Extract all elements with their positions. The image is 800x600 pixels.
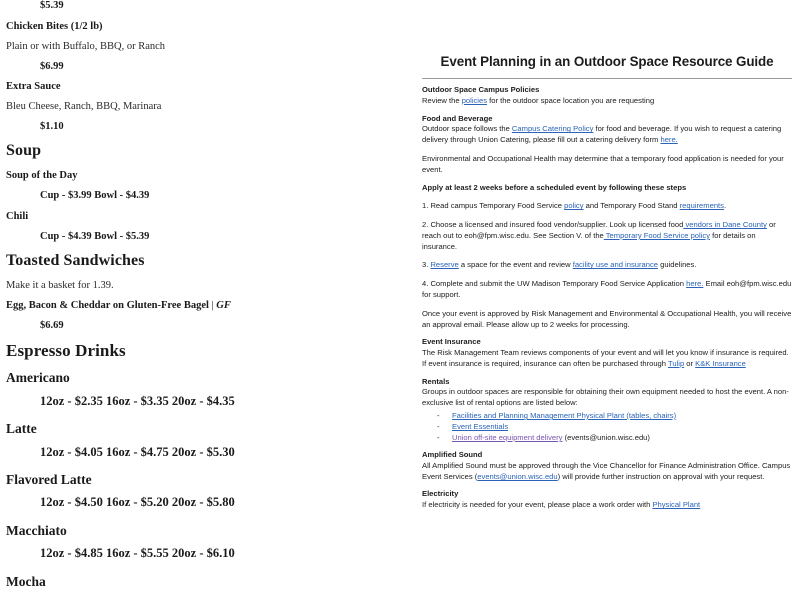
title-divider bbox=[422, 78, 792, 79]
menu-item-name: Extra Sauce bbox=[6, 81, 61, 93]
insurance-text-b: or bbox=[684, 358, 696, 368]
step4-text-b: Email eoh@fpm.wisc.edu for support. bbox=[422, 279, 792, 300]
step3-text-a: 3. bbox=[422, 260, 431, 270]
menu-drink-name: Mocha bbox=[6, 573, 46, 589]
food-p1-text-b: for food and beverage. If you wish to request a catering delivery through Union Catering, please fill out a catering delivery form bbox=[422, 124, 782, 145]
link-physical-plant[interactable]: Physical Plant bbox=[652, 500, 701, 510]
link-events-union-email[interactable]: events@union.wisc.edu bbox=[477, 471, 558, 481]
menu-drink-name: Macchiato bbox=[6, 522, 67, 538]
electricity-paragraph bbox=[422, 500, 792, 511]
link-application-here[interactable]: here. bbox=[686, 279, 704, 289]
menu-drink-name: Americano bbox=[6, 370, 70, 386]
food-paragraph-2: Environmental and Occupational Health may determine that a temporary food application is needed for your event. bbox=[422, 153, 784, 174]
link-facility-use-and-insurance[interactable]: facility use and insurance bbox=[572, 260, 658, 270]
policies-paragraph bbox=[422, 96, 792, 107]
rental-contact-email: (events@union.wisc.edu) bbox=[562, 433, 650, 443]
section-heading-rentals: Rentals bbox=[422, 376, 450, 386]
menu-item-separator: | bbox=[208, 299, 217, 311]
menu-price: $6.69 bbox=[40, 320, 64, 332]
sound-paragraph bbox=[422, 461, 792, 483]
menu-item-description: Bleu Cheese, Ranch, BBQ, Marinara bbox=[6, 101, 162, 113]
menu-drink-prices: 12oz - $4.05 16oz - $4.75 20oz - $5.30 bbox=[40, 444, 235, 459]
menu-section-heading: Espresso Drinks bbox=[6, 340, 126, 360]
food-paragraph-1 bbox=[422, 124, 792, 146]
menu-drink-prices: 12oz - $2.35 16oz - $3.35 20oz - $4.35 bbox=[40, 393, 235, 408]
step1-text-a: 1. Read campus Temporary Food Service bbox=[422, 201, 565, 211]
apply-step-4 bbox=[422, 279, 792, 301]
link-policies[interactable]: policies bbox=[461, 95, 488, 105]
link-rental-option-1[interactable]: Facilities and Planning Management Physical Plant (tables, chairs) bbox=[452, 411, 677, 421]
step1-text-b: and Temporary Food Stand bbox=[583, 201, 680, 211]
policies-text-after: for the outdoor space location you are requesting bbox=[487, 95, 655, 105]
link-tulip[interactable]: Tulip bbox=[667, 358, 685, 368]
insurance-paragraph bbox=[422, 348, 792, 370]
link-reserve[interactable]: Reserve bbox=[430, 260, 459, 270]
menu-drink-name: Flavored Latte bbox=[6, 471, 92, 487]
step2-text-c: for details on insurance. bbox=[422, 230, 756, 251]
link-catering-delivery-form-here[interactable]: here. bbox=[660, 135, 678, 145]
bullet-dash-icon: - bbox=[437, 411, 440, 421]
section-heading-amplified-sound: Amplified Sound bbox=[422, 450, 483, 460]
policies-text-before: Review the bbox=[422, 95, 462, 105]
link-temporary-food-service-policy-section-v[interactable]: Temporary Food Service policy bbox=[603, 230, 710, 240]
link-rental-option-3[interactable]: Union off-site equipment delivery bbox=[452, 433, 563, 443]
apply-step-2 bbox=[422, 220, 792, 252]
menu-section-heading: Toasted Sandwiches bbox=[6, 251, 145, 269]
menu-block-list bbox=[6, 0, 394, 589]
menu-price: Cup - $4.39 Bowl - $5.39 bbox=[40, 230, 150, 242]
step2-text-b: or reach out to eoh@fpm.wisc.edu. See Section V. of the bbox=[422, 220, 776, 240]
insurance-text-a: The Risk Management Team reviews components of your event and will let you know if insurance is required. If event insurance is required, insurance can often be purchased through bbox=[422, 348, 789, 368]
apply-step-1 bbox=[422, 201, 792, 212]
menu-item-title: Egg, Bacon & Cheddar on Gluten-Free Bagel bbox=[6, 299, 209, 311]
sound-text-a: All Amplified Sound must be approved through the Vice Chancellor for Finance Administration Office. Campus Event Services ( bbox=[422, 460, 791, 481]
menu-item-name: Soup of the Day bbox=[6, 170, 78, 182]
step4-text-a: 4. Complete and submit the UW Madison Temporary Food Service Application bbox=[422, 279, 687, 289]
menu-section-heading: Soup bbox=[6, 141, 42, 159]
menu-drink-prices: 12oz - $4.85 16oz - $5.55 20oz - $6.10 bbox=[40, 546, 235, 561]
step3-text-b: a space for the event and review bbox=[458, 260, 573, 270]
menu-item-name: Chicken Bites (1/2 lb) bbox=[6, 20, 103, 32]
link-kk-insurance[interactable]: K&K Insurance bbox=[695, 358, 746, 368]
rental-list-item bbox=[422, 432, 792, 443]
link-vendors-in-dane-county[interactable]: vendors in Dane County bbox=[683, 220, 767, 230]
section-heading-electricity: Electricity bbox=[422, 489, 459, 499]
bullet-dash-icon: - bbox=[437, 433, 440, 443]
apply-step-3 bbox=[422, 260, 792, 271]
menu-item-name bbox=[6, 300, 394, 312]
section-heading-apply-steps: Apply at least 2 weeks before a scheduled event by following these steps bbox=[422, 182, 687, 192]
guide-title: Event Planning in an Outdoor Space Resource Guide bbox=[440, 54, 774, 69]
rentals-paragraph: Groups in outdoor spaces are responsible for obtaining their own equipment needed to host the event. A non-exclusive list of rental options are listed below: bbox=[422, 387, 789, 408]
menu-item-name: Chili bbox=[6, 210, 29, 222]
section-heading-food-and-beverage: Food and Beverage bbox=[422, 113, 493, 123]
link-rental-option-2[interactable]: Event Essentials bbox=[452, 422, 509, 432]
menu-price: $6.99 bbox=[40, 60, 64, 72]
resource-guide-document bbox=[418, 0, 800, 600]
link-temporary-food-stand-requirements[interactable]: requirements bbox=[679, 201, 724, 211]
step1-text-c: . bbox=[723, 201, 727, 211]
section-heading-policies: Outdoor Space Campus Policies bbox=[422, 85, 540, 95]
menu-price: $5.39 bbox=[40, 0, 64, 11]
step3-text-c: guidelines. bbox=[658, 260, 697, 270]
menu-item-description: Make it a basket for 1.39. bbox=[6, 279, 114, 291]
food-p1-text-a: Outdoor space follows the bbox=[422, 124, 512, 134]
menu-item-description: Plain or with Buffalo, BBQ, or Ranch bbox=[6, 40, 166, 52]
sound-text-b: ) will provide further instruction on approval with your request. bbox=[557, 471, 765, 481]
electricity-text-a: If electricity is needed for your event, please place a work order with bbox=[422, 500, 653, 510]
section-heading-event-insurance: Event Insurance bbox=[422, 337, 481, 347]
link-campus-catering-policy[interactable]: Campus Catering Policy bbox=[511, 124, 594, 134]
rental-options-list bbox=[422, 410, 792, 443]
menu-price: Cup - $3.99 Bowl - $4.39 bbox=[40, 190, 150, 202]
rental-list-item bbox=[422, 410, 792, 421]
approval-paragraph: Once your event is approved by Risk Management and Environmental & Occupational Health, you will receive an approval email. Please allow up to 2 weeks for processing. bbox=[422, 308, 792, 329]
link-temporary-food-service-policy[interactable]: policy bbox=[564, 201, 584, 211]
menu-dietary-tag: GF bbox=[216, 299, 231, 311]
bullet-dash-icon: - bbox=[437, 422, 440, 432]
step2-text-a: 2. Choose a licensed and insured food vendor/supplier. Look up licensed food bbox=[422, 220, 684, 230]
rental-list-item bbox=[422, 421, 792, 432]
menu-drink-name: Latte bbox=[6, 421, 37, 436]
menu-drink-prices: 12oz - $4.50 16oz - $5.20 20oz - $5.80 bbox=[40, 495, 235, 510]
menu-price: $1.10 bbox=[40, 121, 64, 133]
